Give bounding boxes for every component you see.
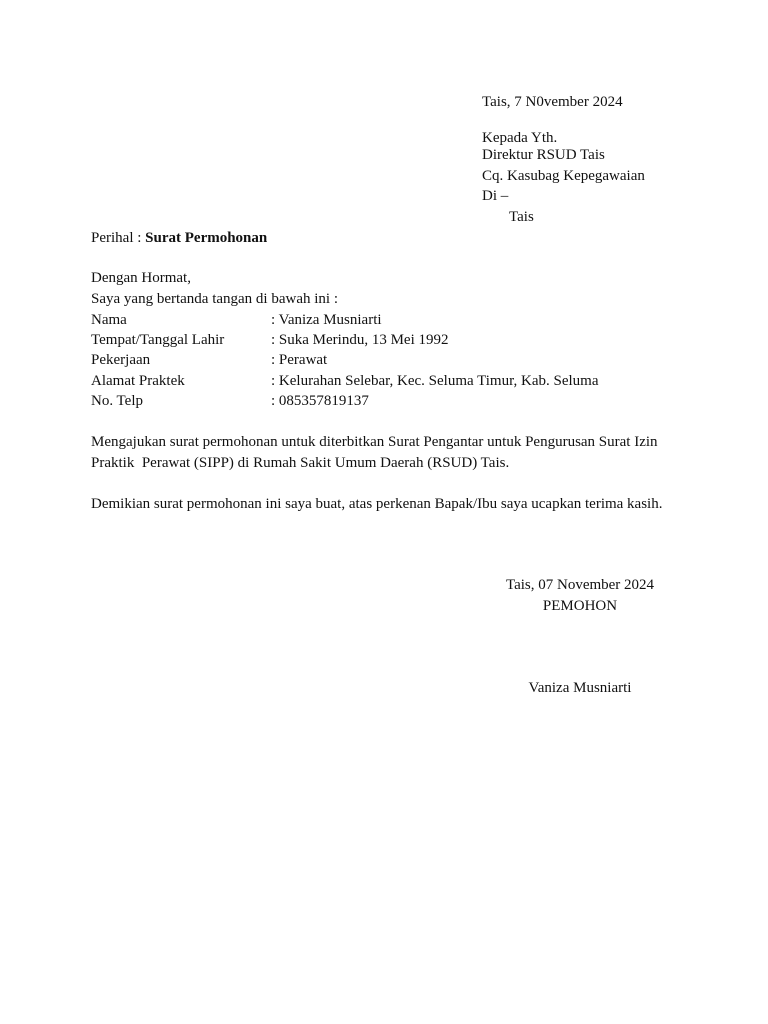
closing-text: Demikian surat permohonan ini saya buat, atas perkenan Bapak/Ibu saya ucapkan terima kasih. [91, 496, 663, 512]
field-label-name: Nama [91, 312, 127, 328]
subject-label: Perihal : [91, 230, 146, 246]
field-value-phone: : 085357819137 [271, 393, 369, 409]
signature-date: Tais, 07 November 2024 [505, 577, 655, 593]
field-value-birth: : Suka Merindu, 13 Mei 1992 [271, 332, 449, 348]
recipient-line-3: Cq. Kasubag Kepegawaian [482, 168, 645, 184]
field-label-occupation: Pekerjaan [91, 352, 151, 368]
field-value-name: : Vaniza Musniarti [271, 312, 382, 328]
subject-line [91, 228, 267, 248]
recipient-line-1: Kepada Yth. [482, 130, 558, 146]
field-value-occupation: : Perawat [271, 352, 328, 368]
field-value-address: : Kelurahan Selebar, Kec. Seluma Timur, Kab. Seluma [271, 373, 599, 389]
field-label-address: Alamat Praktek [91, 373, 185, 389]
field-label-phone: No. Telp [91, 393, 144, 409]
recipient-line-2: Direktur RSUD Tais [482, 147, 605, 163]
request-line-2: Praktik Perawat (SIPP) di Rumah Sakit Umum Daerah (RSUD) Tais. [91, 455, 510, 471]
intro-text: Saya yang bertanda tangan di bawah ini : [91, 291, 339, 307]
signature-role: PEMOHON [542, 598, 618, 614]
subject-value: Surat Permohonan [145, 230, 268, 246]
letter-date: Tais, 7 N0vember 2024 [482, 94, 623, 110]
recipient-line-5: Tais [509, 209, 534, 225]
signature-name: Vaniza Musniarti [528, 680, 632, 696]
field-label-birth: Tempat/Tanggal Lahir [91, 332, 225, 348]
request-line-1: Mengajukan surat permohonan untuk diterbitkan Surat Pengantar untuk Pengurusan Surat Izin [91, 434, 658, 450]
recipient-line-4: Di – [482, 188, 509, 204]
greeting: Dengan Hormat, [91, 270, 191, 286]
